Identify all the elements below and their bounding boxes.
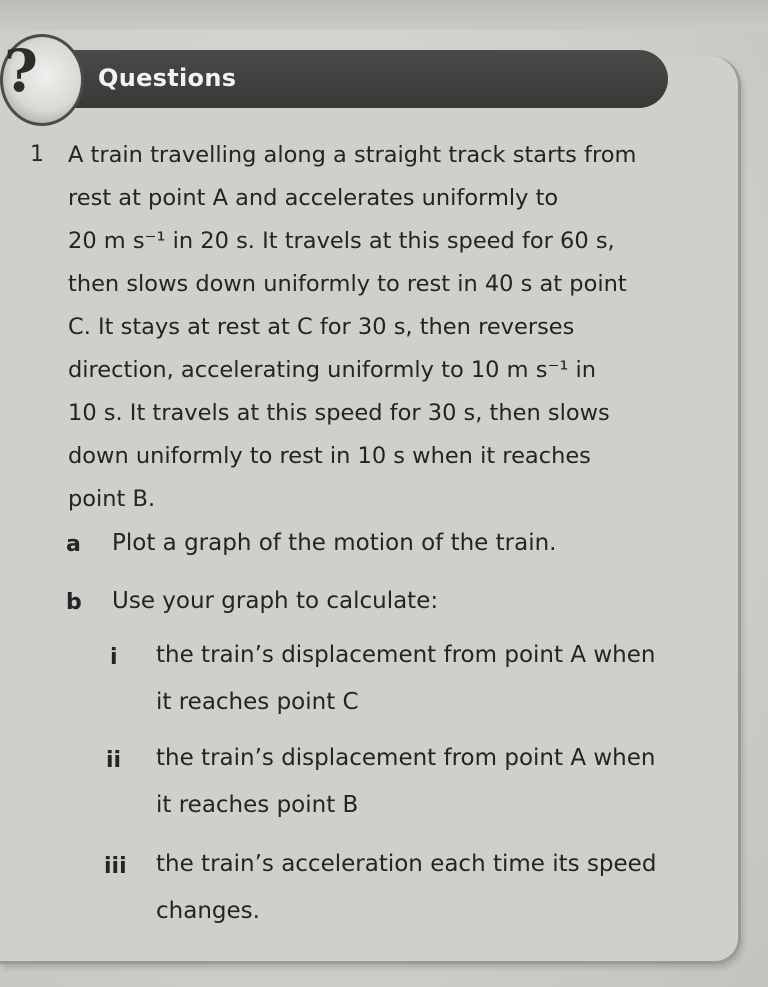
sub-i-text: [156, 632, 655, 726]
question-number: 1: [30, 142, 44, 167]
sub-iii-line: changes.: [156, 898, 260, 924]
sub-iii-line: the train’s acceleration each time its speed: [156, 851, 657, 877]
question-line: C. It stays at rest at C for 30 s, then reverses: [68, 314, 575, 340]
question-line: down uniformly to rest in 10 s when it reaches: [68, 443, 591, 469]
question-line: 10 s. It travels at this speed for 30 s, then slows: [68, 400, 610, 426]
question-body: [68, 134, 688, 521]
part-a-label: a: [66, 532, 81, 557]
sub-ii-label: ii: [106, 748, 122, 773]
part-a-text: Plot a graph of the motion of the train.: [112, 530, 557, 556]
sub-i-line: the train’s displacement from point A when: [156, 642, 656, 668]
question-line: rest at point A and accelerates uniformly to: [68, 185, 559, 211]
part-b-text: Use your graph to calculate:: [112, 588, 439, 614]
question-line: 20 m s⁻¹ in 20 s. It travels at this speed for 60 s,: [68, 228, 615, 254]
sub-i-line: it reaches point C: [156, 689, 359, 715]
sub-ii-text: [156, 735, 655, 829]
sub-iii-text: [156, 841, 656, 935]
sub-ii-line: it reaches point B: [156, 792, 359, 818]
question-line: direction, accelerating uniformly to 10 m s⁻¹ in: [68, 357, 597, 383]
sub-i-label: i: [110, 645, 118, 670]
question-line: then slows down uniformly to rest in 40 s at point: [68, 271, 627, 297]
section-title: Questions: [98, 64, 237, 92]
sub-ii-line: the train’s displacement from point A when: [156, 745, 656, 771]
question-line: A train travelling along a straight track starts from: [68, 142, 637, 168]
part-b-label: b: [66, 590, 82, 615]
top-strip: [0, 0, 768, 30]
question-mark-icon: ?: [4, 37, 38, 105]
sub-iii-label: iii: [104, 854, 127, 879]
question-line: point B.: [68, 486, 156, 512]
